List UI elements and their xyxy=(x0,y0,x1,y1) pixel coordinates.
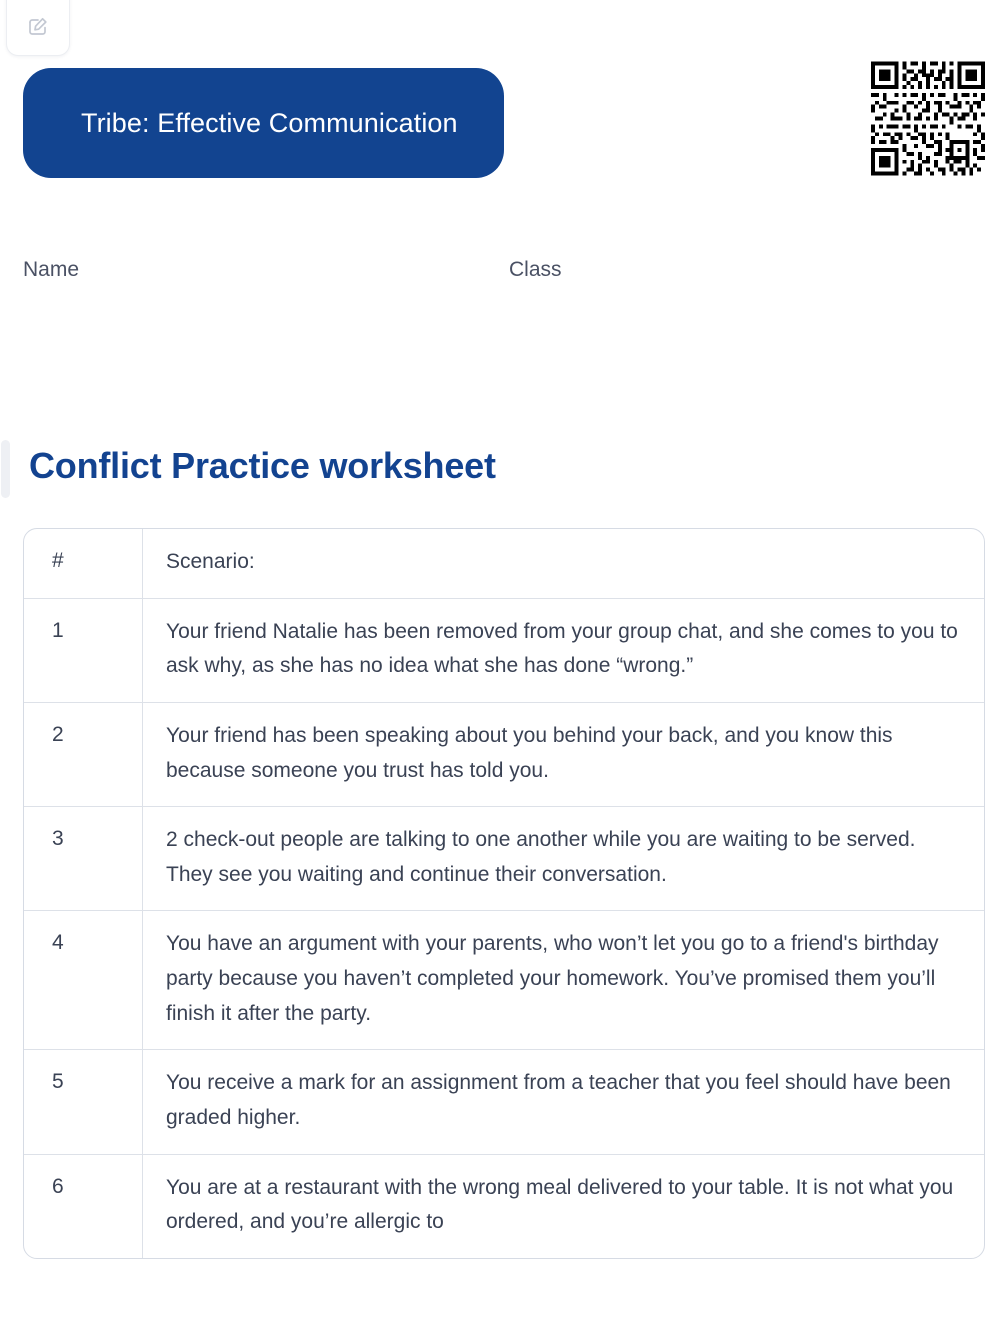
row-scenario-text: 2 check-out people are talking to one another while you are waiting to be served. They see you waiting and continue their conversation. xyxy=(143,807,984,911)
student-meta-row xyxy=(0,252,1004,288)
name-label: Name xyxy=(23,258,80,281)
table-row xyxy=(24,911,984,1050)
row-scenario-text: You have an argument with your parents, who won’t let you go to a friend's birthday party because you haven’t completed your homework. You’ve promised them you’ll finish it after the party. xyxy=(143,911,984,1050)
block-drag-handle[interactable] xyxy=(1,440,10,498)
table-row xyxy=(24,1155,984,1258)
tribe-title-pill xyxy=(23,68,504,178)
row-number: 3 xyxy=(24,807,143,911)
column-header-number: # xyxy=(24,529,143,599)
row-scenario-text: You are at a restaurant with the wrong meal delivered to your table. It is not what you ordered, and you’re allergic to xyxy=(166,1175,954,1234)
row-scenario-text: You receive a mark for an assignment from a teacher that you feel should have been graded higher. xyxy=(143,1050,984,1154)
qr-code-icon xyxy=(871,60,985,177)
scenarios-table-body xyxy=(24,599,984,1258)
row-number: 1 xyxy=(24,599,143,703)
row-number: 4 xyxy=(24,911,143,1050)
table-header-row xyxy=(24,529,984,599)
edit-worksheet-button[interactable] xyxy=(6,0,70,56)
row-scenario-text: Your friend Natalie has been removed from your group chat, and she comes to you to ask why, as she has no idea what she has done “wrong.” xyxy=(143,599,984,703)
row-number: 5 xyxy=(24,1050,143,1154)
page-title: Conflict Practice worksheet xyxy=(29,445,496,486)
table-row xyxy=(24,1050,984,1154)
scenarios-table xyxy=(23,528,985,1259)
class-label: Class xyxy=(509,258,562,281)
table-row xyxy=(24,703,984,807)
row-number: 6 xyxy=(24,1155,143,1258)
scenarios-table-wrapper xyxy=(23,528,985,1259)
row-number: 2 xyxy=(24,703,143,807)
row-scenario-text: Your friend has been speaking about you behind your back, and you know this because someone you trust has told you. xyxy=(143,703,984,807)
worksheet-heading-block xyxy=(0,432,1004,506)
edit-pencil-square-icon xyxy=(26,15,50,39)
tribe-title-text: Tribe: Effective Communication xyxy=(81,107,458,138)
table-row xyxy=(24,807,984,911)
column-header-scenario: Scenario: xyxy=(143,529,984,599)
table-row xyxy=(24,599,984,703)
